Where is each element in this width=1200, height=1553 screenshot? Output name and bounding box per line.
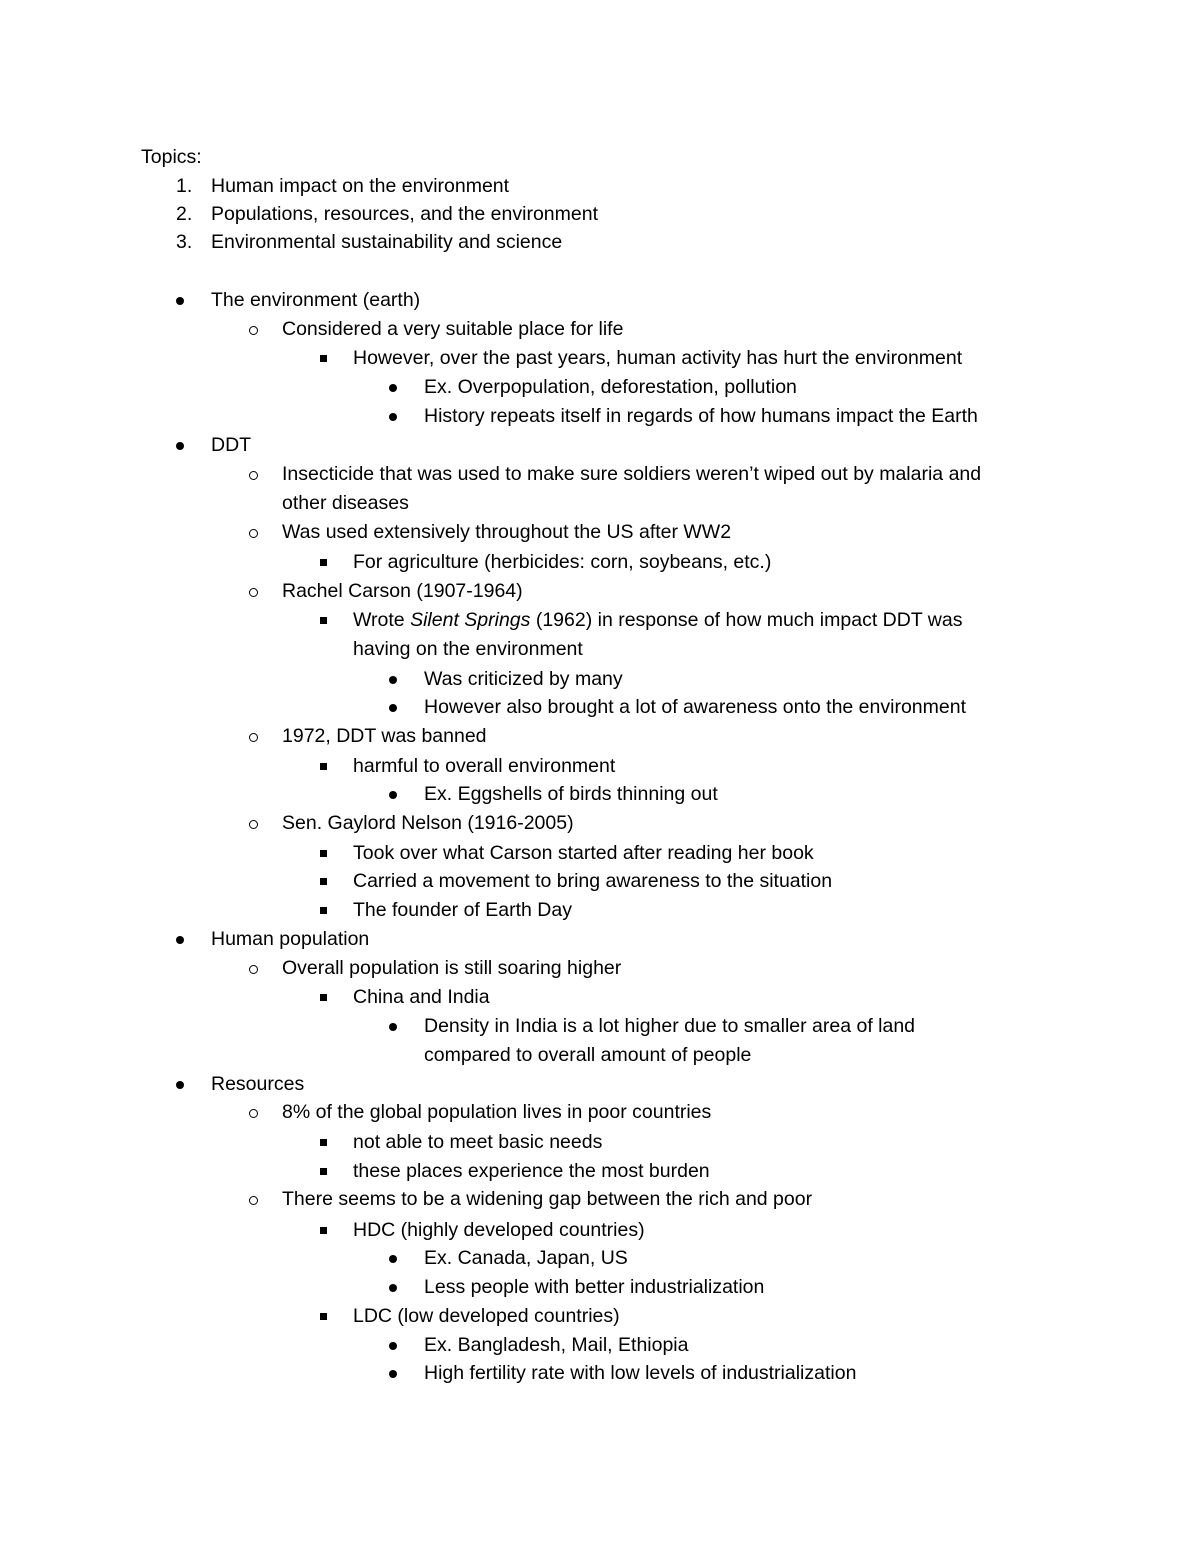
bullet-square-icon xyxy=(320,1139,327,1146)
bullet-level4 xyxy=(424,373,797,402)
bullet-level3 xyxy=(353,548,771,577)
bullet-level3 xyxy=(353,1302,620,1331)
bullet-level3 xyxy=(353,867,832,896)
topic-number: 2. xyxy=(176,203,193,225)
bullet-text: High fertility rate with low levels of industrialization xyxy=(424,1362,857,1384)
bullet-dot-icon xyxy=(176,1081,184,1089)
bullet-square-icon xyxy=(320,1168,327,1175)
bullet-text: other diseases xyxy=(282,492,409,514)
bullet-level1 xyxy=(211,925,369,954)
bullet-dot-icon xyxy=(389,676,397,684)
bullet-text: LDC (low developed countries) xyxy=(353,1305,620,1327)
bullet-level3 xyxy=(353,1157,710,1186)
bullet-text: not able to meet basic needs xyxy=(353,1131,603,1153)
bullet-text: Rachel Carson (1907-1964) xyxy=(282,580,523,602)
bullet-level3 xyxy=(353,1128,602,1157)
bullet-text: History repeats itself in regards of how humans impact the Earth xyxy=(424,405,978,427)
bullet-text: Density in India is a lot higher due to smaller area of land xyxy=(424,1015,916,1037)
bullet-circle-icon xyxy=(249,326,258,335)
bullet-level2 xyxy=(282,954,621,983)
bullet-circle-icon xyxy=(249,733,258,742)
topics-heading-text: Topics: xyxy=(141,146,202,168)
bullet-level4 xyxy=(424,1012,915,1041)
bullet-text: Ex. Overpopulation, deforestation, pollution xyxy=(424,376,797,398)
bullet-text: Carried a movement to bring awareness to the situation xyxy=(353,870,833,892)
bullet-dot-icon xyxy=(389,791,397,799)
bullet-text: HDC (highly developed countries) xyxy=(353,1219,645,1241)
bullet-level4 xyxy=(424,693,966,722)
bullet-level1 xyxy=(211,431,251,460)
bullet-continuation xyxy=(424,1041,751,1070)
bullet-level1 xyxy=(211,1070,304,1099)
topic-item xyxy=(176,172,510,201)
bullet-text: Less people with better industrialization xyxy=(424,1276,765,1298)
bullet-level2 xyxy=(282,518,731,547)
bullet-text: compared to overall amount of people xyxy=(424,1044,752,1066)
topic-text: Populations, resources, and the environment xyxy=(211,203,598,225)
bullet-text: However also brought a lot of awareness onto the environment xyxy=(424,696,966,718)
bullet-level3 xyxy=(353,1216,645,1245)
bullet-text: Insecticide that was used to make sure soldiers weren’t wiped out by malaria and xyxy=(282,463,982,485)
bullet-level4 xyxy=(424,1244,628,1273)
bullet-text: Ex. Canada, Japan, US xyxy=(424,1247,628,1269)
bullet-dot-icon xyxy=(389,1255,397,1263)
bullet-level4 xyxy=(424,780,718,809)
bullet-dot-icon xyxy=(176,442,184,450)
bullet-level2 xyxy=(282,315,623,344)
bullet-text: Ex. Eggshells of birds thinning out xyxy=(424,783,718,805)
bullet-text: harmful to overall environment xyxy=(353,755,616,777)
text-run: (1962) in response of how much impact DDT was xyxy=(530,609,963,631)
bullet-level2 xyxy=(282,1185,812,1214)
bullet-level3 xyxy=(353,344,962,373)
bullet-level2 xyxy=(282,1098,711,1127)
bullet-square-icon xyxy=(320,355,327,362)
bullet-level3 xyxy=(353,839,814,868)
bullet-level4 xyxy=(424,665,623,694)
bullet-circle-icon xyxy=(249,471,258,480)
bullet-circle-icon xyxy=(249,1196,258,1205)
bullet-text: these places experience the most burden xyxy=(353,1160,710,1182)
bullet-level3 xyxy=(353,606,962,635)
bullet-continuation xyxy=(282,489,409,518)
bullet-level4 xyxy=(424,1359,856,1388)
bullet-level3 xyxy=(353,983,490,1012)
topic-text: Human impact on the environment xyxy=(211,175,510,197)
bullet-text: having on the environment xyxy=(353,638,583,660)
bullet-square-icon xyxy=(320,617,327,624)
bullet-level2 xyxy=(282,460,981,489)
bullet-dot-icon xyxy=(389,384,397,392)
bullet-square-icon xyxy=(320,994,327,1001)
bullet-text: DDT xyxy=(211,434,252,456)
book-title: Silent Springs xyxy=(410,609,531,631)
bullet-level4 xyxy=(424,402,978,431)
bullet-level4 xyxy=(424,1273,764,1302)
bullet-dot-icon xyxy=(176,936,184,944)
bullet-text: Ex. Bangladesh, Mail, Ethiopia xyxy=(424,1334,689,1356)
text-run: Wrote xyxy=(353,609,411,631)
bullet-text: There seems to be a widening gap between the rich and poor xyxy=(282,1188,813,1210)
bullet-continuation xyxy=(353,635,583,664)
bullet-square-icon xyxy=(320,850,327,857)
bullet-level2 xyxy=(282,577,523,606)
bullet-level2 xyxy=(282,809,574,838)
bullet-text: China and India xyxy=(353,986,490,1008)
bullet-text xyxy=(353,606,962,635)
bullet-square-icon xyxy=(320,907,327,914)
bullet-dot-icon xyxy=(389,1342,397,1350)
bullet-text: 1972, DDT was banned xyxy=(282,725,487,747)
bullet-text: Considered a very suitable place for life xyxy=(282,318,624,340)
bullet-circle-icon xyxy=(249,965,258,974)
bullet-text: The founder of Earth Day xyxy=(353,899,572,921)
bullet-circle-icon xyxy=(249,529,258,538)
bullet-text: Overall population is still soaring higher xyxy=(282,957,622,979)
bullet-text: The environment (earth) xyxy=(211,289,421,311)
topic-item xyxy=(176,200,598,229)
bullet-text: 8% of the global population lives in poor countries xyxy=(282,1101,712,1123)
bullet-dot-icon xyxy=(389,1370,397,1378)
bullet-circle-icon xyxy=(249,1109,258,1118)
bullet-text: Resources xyxy=(211,1073,305,1095)
bullet-circle-icon xyxy=(249,820,258,829)
bullet-dot-icon xyxy=(389,704,397,712)
topic-number: 1. xyxy=(176,175,193,197)
bullet-level3 xyxy=(353,896,572,925)
bullet-text: However, over the past years, human activity has hurt the environment xyxy=(353,347,963,369)
bullet-level2 xyxy=(282,722,487,751)
bullet-text: Human population xyxy=(211,928,370,950)
bullet-text: Sen. Gaylord Nelson (1916-2005) xyxy=(282,812,574,834)
topic-text: Environmental sustainability and science xyxy=(211,231,563,253)
bullet-level1 xyxy=(211,286,420,315)
bullet-circle-icon xyxy=(249,588,258,597)
bullet-square-icon xyxy=(320,763,327,770)
bullet-level3 xyxy=(353,752,615,781)
bullet-text: Was criticized by many xyxy=(424,668,623,690)
bullet-text: For agriculture (herbicides: corn, soybeans, etc.) xyxy=(353,551,772,573)
topic-number: 3. xyxy=(176,231,193,253)
bullet-square-icon xyxy=(320,878,327,885)
bullet-dot-icon xyxy=(389,1284,397,1292)
bullet-square-icon xyxy=(320,1313,327,1320)
bullet-text: Was used extensively throughout the US after WW2 xyxy=(282,521,732,543)
bullet-square-icon xyxy=(320,1227,327,1234)
bullet-text: Took over what Carson started after reading her book xyxy=(353,842,814,864)
bullet-dot-icon xyxy=(389,413,397,421)
bullet-level4 xyxy=(424,1331,689,1360)
bullet-dot-icon xyxy=(389,1023,397,1031)
topic-item xyxy=(176,228,563,257)
topics-heading xyxy=(141,143,202,172)
bullet-square-icon xyxy=(320,559,327,566)
bullet-dot-icon xyxy=(176,297,184,305)
